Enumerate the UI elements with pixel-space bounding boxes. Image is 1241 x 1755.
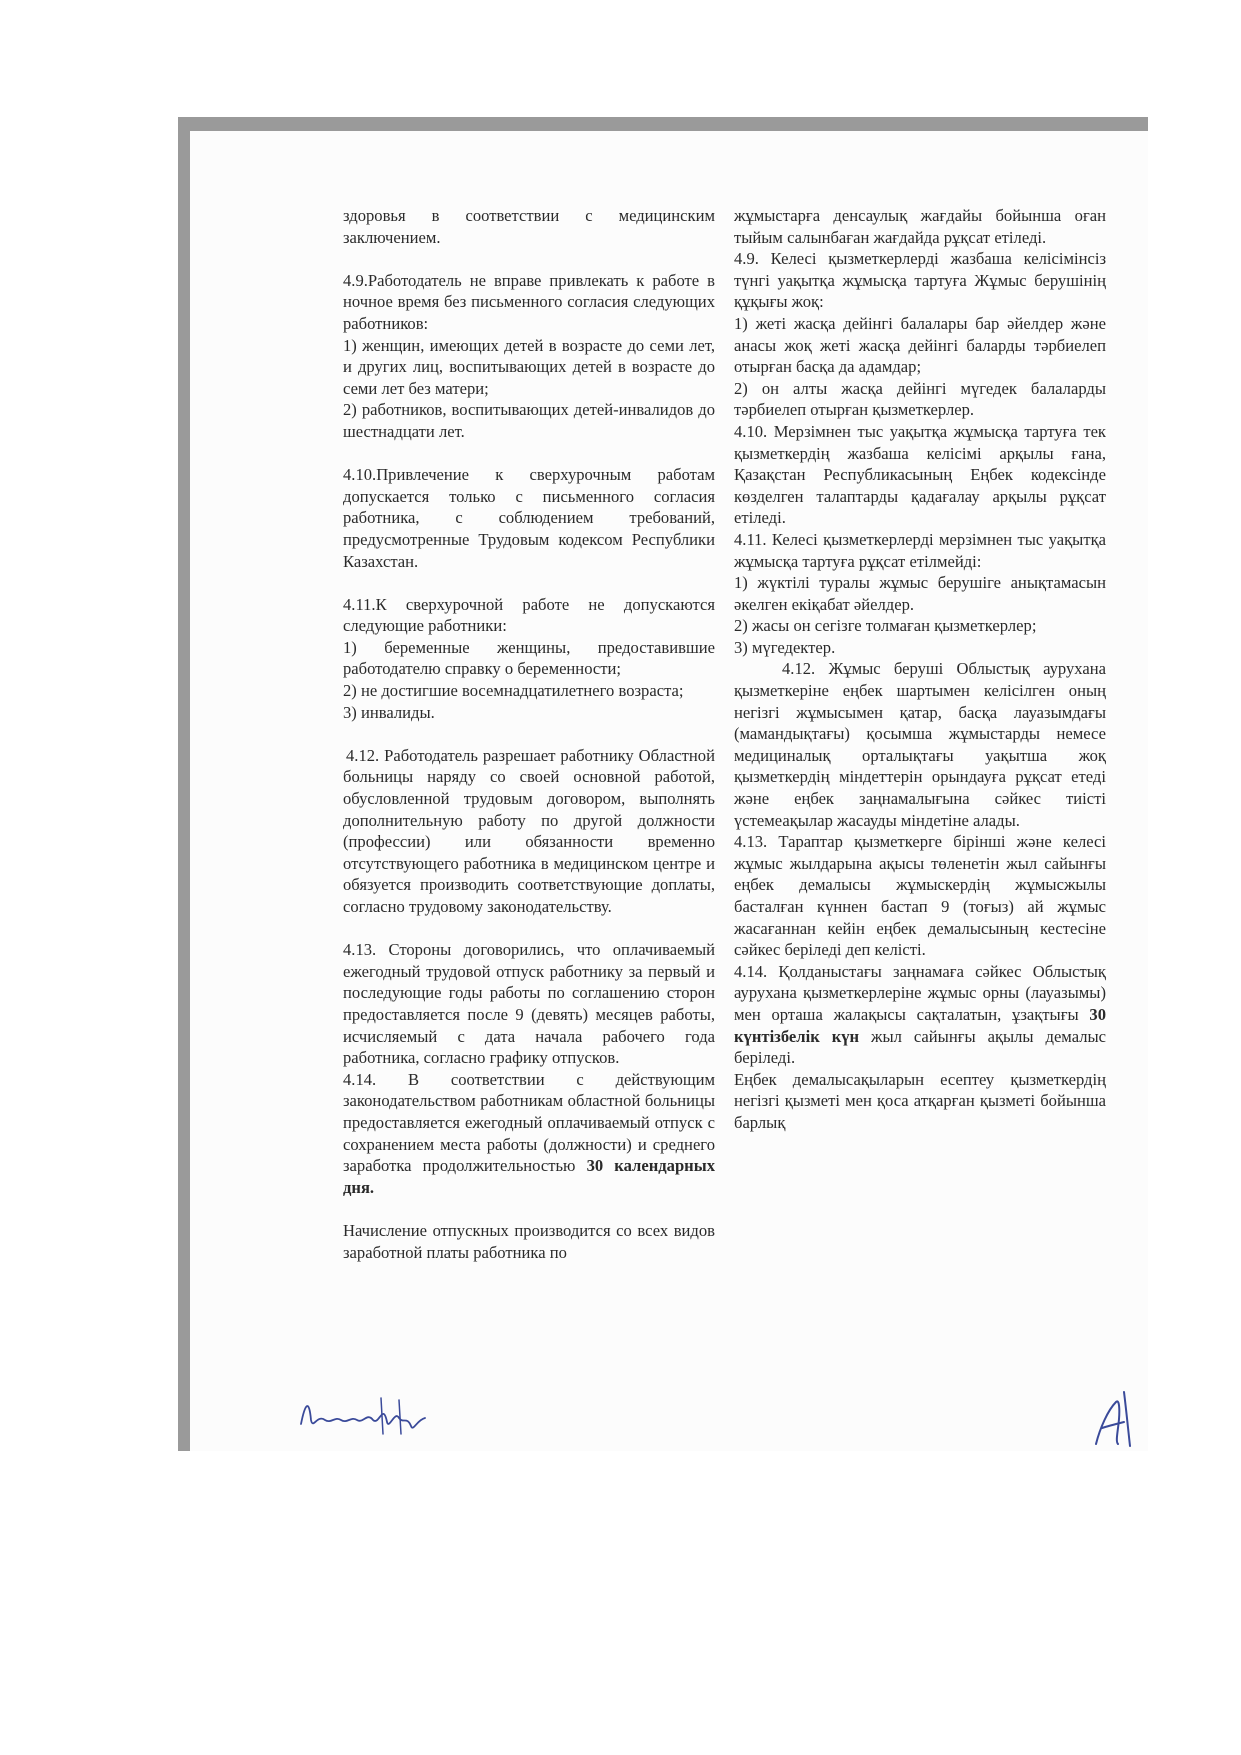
handwritten-initial	[1090, 1388, 1136, 1448]
ru-clause-4-12: 4.12. Работодатель разрешает работнику Областной больницы наряду со своей основной работой, обусловленной трудовым договором, выполнять дополнительную работу по другой должности (профессии) или обязанности временно отсутствующего работника в медицинском центре и обязуется производить соответствующие доплаты, согласно трудовому законодательству.	[343, 745, 715, 916]
ru-clause-4-13: 4.13. Стороны договорились, что оплачиваемый ежегодный трудовой отпуск работнику за первый и последующие годы работы по соглашению сторон предоставляется после 9 (девять) месяцев работы, исчисляемый с дата начала рабочего года работника, согласно графику отпусков.	[343, 940, 715, 1068]
kz-clause-4-14	[734, 961, 1106, 1069]
kz-clause-4-11-item-1: 1) жүктілі туралы жұмыс берушіге анықтамасын әкелген екіқабат әйелдер.	[734, 573, 1106, 614]
ru-paragraph-health: здоровья в соответствии с медицинским заключением.	[343, 206, 715, 247]
ru-clause-4-11: 4.11.К сверхурочной работе не допускаются следующие работники:	[343, 594, 715, 636]
kz-paragraph-health: жұмыстарға денсаулық жағдайы бойынша оған тыйым салынбаған жағдайда рұқсат етіледі.	[734, 206, 1106, 247]
ru-clause-4-11-item-1: 1) беременные женщины, предоставившие работодателю справку о беременности;	[343, 637, 715, 679]
kz-vacation-pay: Еңбек демалысақыларын есептеу қызметкердің негізгі қызметі мен қоса атқарған қызметі бойынша барлық	[734, 1069, 1106, 1132]
handwritten-signature	[295, 1390, 435, 1436]
kz-clause-4-13: 4.13. Тараптар қызметкерге бірінші және келесі жұмыс жылдарына ақысы төленетін жыл сайынғы еңбек демалысы жұмыскердің жұмысжылы басталған күннен бастап 9 (тоғыз) ай жұмыс жасағаннан кейін еңбек демалысының кестесіне сәйкес беріледі деп келісті.	[734, 832, 1106, 960]
ru-clause-4-9: 4.9.Работодатель не вправе привлекать к работе в ночное время без письменного согласия следующих работников:	[343, 270, 715, 333]
russian-column	[343, 205, 715, 1263]
kz-clause-4-9-item-1: 1) жеті жасқа дейінгі балалары бар әйелдер және анасы жоқ жеті жасқа дейінгі баларды тәрбиелеп отырған басқа да адамдар;	[734, 313, 1106, 377]
ru-clause-4-14	[343, 1069, 715, 1199]
ru-clause-4-10: 4.10.Привлечение к сверхурочным работам допускается только с письменного согласия работника, с соблюдением требований, предусмотренные Трудовым кодексом Республики Казахстан.	[343, 465, 715, 571]
ru-clause-4-11-item-2: 2) не достигшие восемнадцатилетнего возраста;	[343, 681, 684, 701]
ru-clause-4-9-item-1: 1) женщин, имеющих детей в возрасте до семи лет, и других лиц, воспитывающих детей в возрасте до семи лет без матери;	[343, 335, 715, 398]
kz-clause-4-11: 4.11. Келесі қызметкерлерді мерзімнен тыс уақытқа жұмысқа тартуға рұқсат етілмейді:	[734, 529, 1106, 571]
ru-clause-4-14-text: 4.14. В соответствии с действующим законодательством работникам областной больницы предоставляется ежегодный оплачиваемый отпуск с сохранением места работы (должности) и среднего заработка продолжительностью	[343, 1069, 715, 1176]
ru-clause-4-14-duration: 30 календарных дня.	[343, 1156, 715, 1197]
kz-clause-4-9: 4.9. Келесі қызметкерлерді жазбаша келісімінсіз түнгі уақытқа жұмысқа тартуға Жұмыс берушінің құқығы жоқ:	[734, 249, 1106, 312]
ru-vacation-pay: Начисление отпускных производится со всех видов заработной платы работника по	[343, 1220, 715, 1262]
kz-clause-4-12: 4.12. Жұмыс беруші Облыстық аурухана қызметкеріне еңбек шартымен келісілген оның негізгі жұмысымен қатар, басқа лауазымдағы (мамандықтағы) қосымша жұмыстарды немесе медициналық орталықтағы уақытша жоқ қызметкердің міндеттерін орындауға рұқсат етеді және еңбек заңнамалығына сәйкес тиісті үстемеақылар жасауды міндетіне алады.	[734, 659, 1106, 830]
kz-clause-4-11-item-3: 3) мүгедектер.	[734, 637, 836, 657]
kz-clause-4-9-item-2: 2) он алты жасқа дейінгі мүгедек балаларды тәрбиелеп отырған қызметкерлер.	[734, 378, 1106, 420]
kz-clause-4-14-duration: 30 күнтізбелік күн	[734, 1004, 1106, 1046]
kz-clause-4-14-text: 4.14. Қолданыстағы заңнамаға сәйкес Облыстық аурухана қызметкерлеріне жұмыс орны (лауазымы) мен орташа жалақысы сақталатын, ұзақтығы	[734, 961, 1106, 1024]
kz-clause-4-14-tail: жыл сайынғы ақылы демалыс беріледі.	[734, 1026, 1107, 1068]
ru-clause-4-11-item-3: 3) инвалиды.	[343, 702, 435, 722]
kazakh-column	[734, 205, 1106, 1134]
kz-clause-4-11-item-2: 2) жасы он сегізге толмаған қызметкерлер;	[734, 616, 1037, 636]
ru-clause-4-9-item-2: 2) работников, воспитывающих детей-инвалидов до шестнадцати лет.	[343, 400, 715, 441]
kz-clause-4-10: 4.10. Мерзімнен тыс уақытқа жұмысқа тартуға тек қызметкердің жазбаша келісімі арқылы ғана, Қазақстан Республикасының Еңбек кодексінде көзделген талаптарды қадағалау арқылы рұқсат етіледі.	[734, 421, 1106, 528]
